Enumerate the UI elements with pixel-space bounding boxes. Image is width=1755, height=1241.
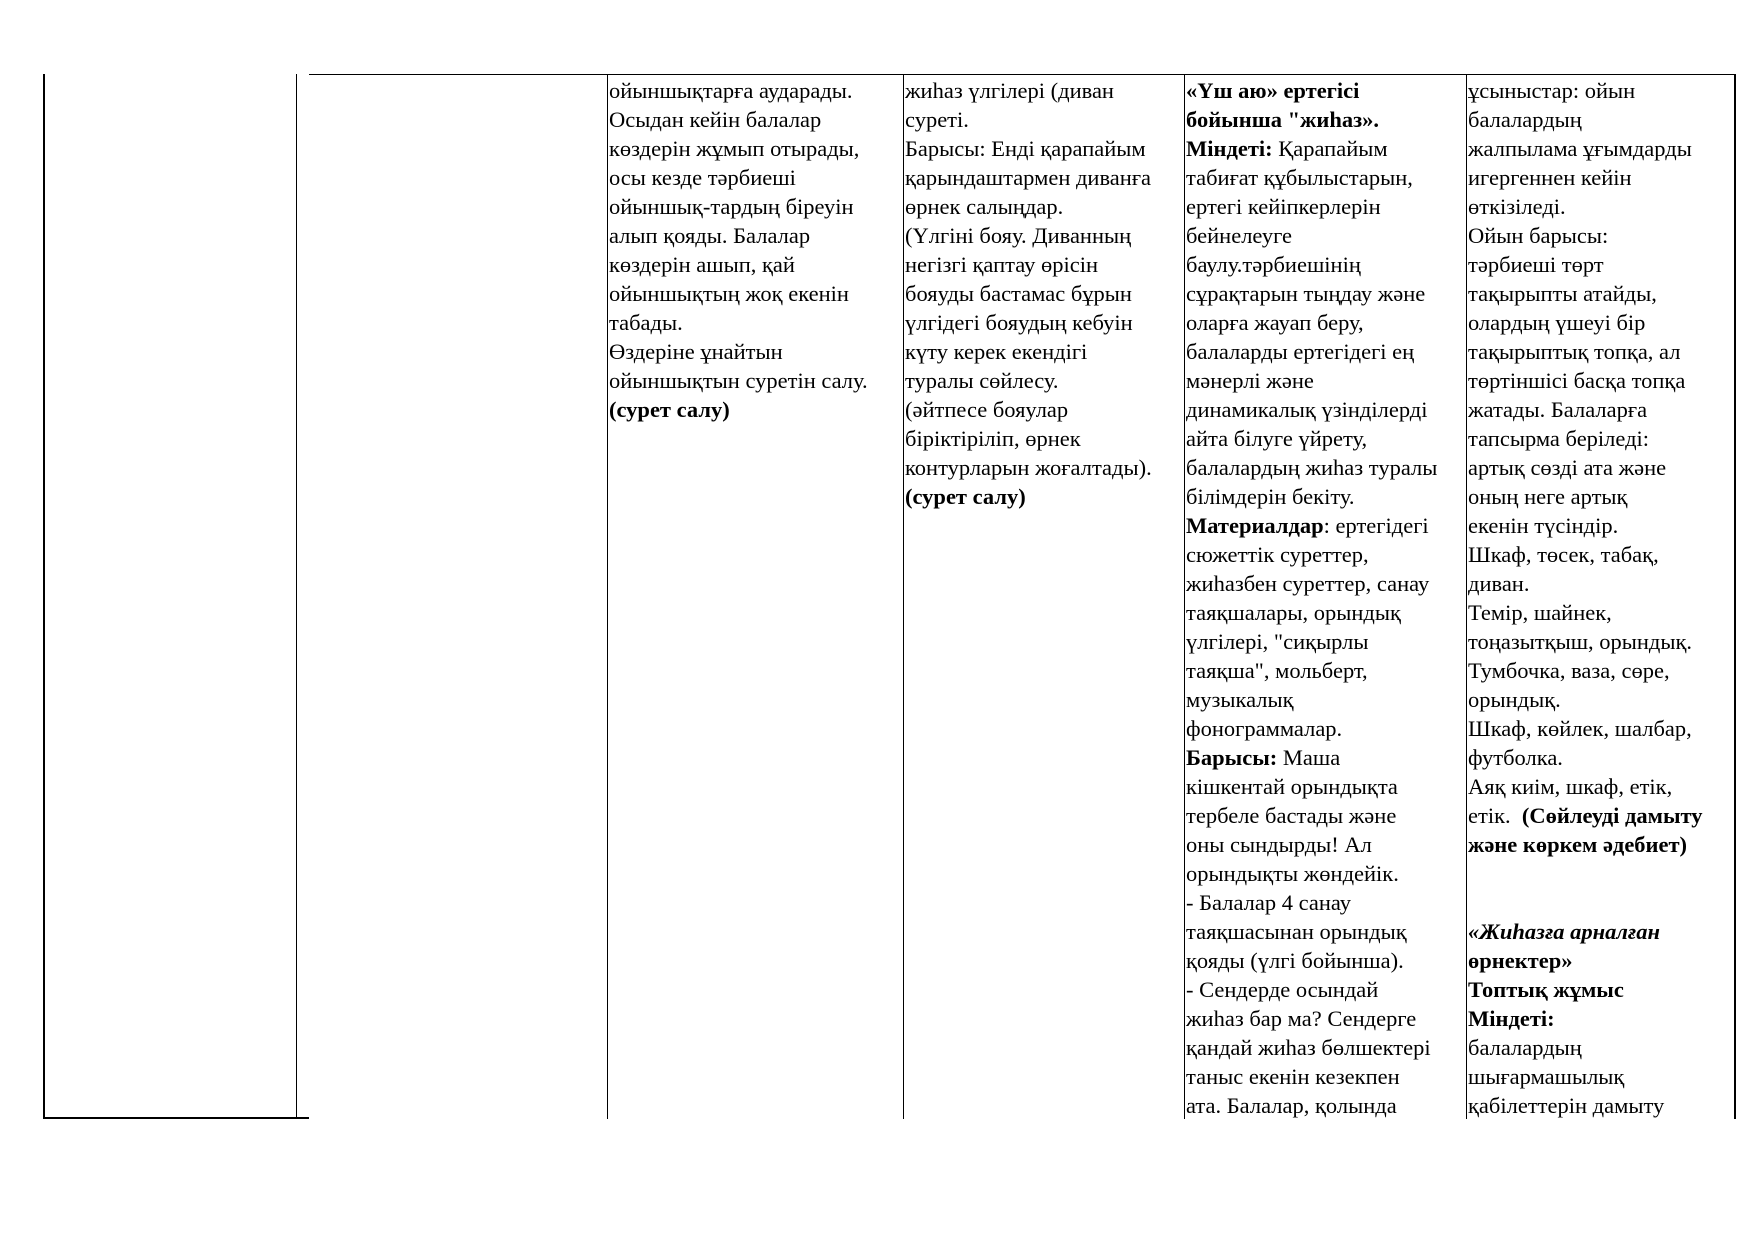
cell-text-line: сұрақтарын тыңдау және [1186, 281, 1426, 306]
cell-text-line: қояды (үлгі бойынша). [1186, 948, 1404, 973]
cell-text-line: сюжеттік суреттер, [1186, 542, 1369, 567]
cell-text-line: тақырыпты атайды, [1468, 281, 1657, 306]
column-divider-2 [607, 74, 608, 1119]
cell-text-line: тапсырма беріледі: [1468, 426, 1650, 451]
cell-text-line: ойыншықтын суретін салу. [609, 368, 868, 393]
cell-text-line: Шкаф, көйлек, шалбар, [1468, 716, 1692, 741]
cell-text-line: тәрбиеші төрт [1468, 252, 1604, 277]
cell-text-line: бояуды бастамас бұрын [905, 281, 1132, 306]
cell-text-line: біріктіріліп, өрнек [905, 426, 1081, 451]
cell-text-line: көздерін ашып, қай [609, 252, 795, 277]
materials-label: Материалдар [1186, 513, 1324, 538]
goal-line [1186, 134, 1465, 163]
cell-text: етік. [1468, 803, 1511, 828]
cell-text-line: алып қояды. Балалар [609, 223, 811, 248]
cell-text-line: балаларды ертегідегі ең [1186, 339, 1415, 364]
cell-text-line: бейнелеуге [1186, 223, 1293, 248]
cell-text-line: табады. [609, 310, 683, 335]
cell-text-line: - Балалар 4 санау [1186, 890, 1351, 915]
activity-label: (сурет салу) [905, 484, 1026, 509]
topic-title-line: өрнектер» [1468, 948, 1573, 973]
cell-text-line: күту керек екендігі [905, 339, 1088, 364]
cell-text-line: үлгідегі бояудың кебуін [905, 310, 1133, 335]
cell-text-line: кішкентай орындықта [1186, 774, 1398, 799]
cell-text-line: оны сындырды! Ал [1186, 832, 1372, 857]
cell-text-line: негізгі қаптау өрісін [905, 252, 1099, 277]
cell-text-line: өткізіледі. [1468, 194, 1566, 219]
cell-text-line: қабілеттерін дамыту [1468, 1093, 1665, 1118]
cell-text-line: балалардың [1468, 1035, 1582, 1060]
cell-text-line: фонограммалар. [1186, 716, 1343, 741]
cell-text-line: ойыншықтың жоқ екенін [609, 281, 849, 306]
cell-text-line: баулу.тәрбиешінің [1186, 252, 1361, 277]
materials-line [1186, 511, 1465, 540]
left-border-line [43, 74, 45, 1119]
cell-text-line: табиғат құбылыстарын, [1186, 165, 1413, 190]
cell-text-line: мәнерлі және [1186, 368, 1314, 393]
column-divider-4 [1184, 74, 1185, 1119]
cell-text-line: тақырыптық топқа, ал [1468, 339, 1681, 364]
cell-text-line: Тумбочка, ваза, сөре, [1468, 658, 1670, 683]
cell-text-line: (Үлгіні бояу. Диванның [905, 223, 1132, 248]
cell-text-line: Темір, шайнек, [1468, 600, 1612, 625]
cell-text-line: жиһаз бар ма? Сендерге [1186, 1006, 1417, 1031]
cell-text-line: ертегі кейіпкерлерін [1186, 194, 1381, 219]
goal-label: Міндеті: [1186, 136, 1273, 161]
goal-text: Қарапайым [1272, 136, 1388, 161]
cell-text-line: ойыншық-тардың біреуін [609, 194, 854, 219]
group-work-label: Топтық жұмыс [1468, 977, 1624, 1002]
cell-text-line: айта білуге үйрету, [1186, 426, 1368, 451]
cell-text-line: үлгілері, "сиқырлы [1186, 629, 1369, 654]
cell-text-line: қандай жиһаз бөлшектері [1186, 1035, 1431, 1060]
cell-text-line: Өздеріне ұнайтын [609, 339, 783, 364]
goal-label: Міндеті: [1468, 1006, 1555, 1031]
column-divider-3 [903, 74, 904, 1119]
cell-text-line: - Сендерде осындай [1186, 977, 1379, 1002]
cell-text-line: суреті. [905, 107, 969, 132]
right-border-line [1734, 74, 1736, 1119]
blank-line [1468, 888, 1733, 917]
cell-text-line: өрнек салыңдар. [905, 194, 1064, 219]
activity-label: (Сөйлеуді дамыту [1521, 803, 1703, 828]
cell-text-line: динамикалық үзінділерді [1186, 397, 1428, 422]
cell-text-line: тоңазытқыш, орындық. [1468, 629, 1693, 654]
column-divider-1 [296, 74, 297, 1119]
topic-title-line: «Үш аю» ертегісі [1186, 78, 1360, 103]
cell-text-line: таяқшасынан орындық [1186, 919, 1407, 944]
table-cell-col5 [1186, 76, 1465, 1120]
table-cell-col6 [1468, 76, 1733, 1120]
activity-label: және көркем әдебиет) [1468, 832, 1688, 857]
cell-text-line: оларға жауап беру, [1186, 310, 1364, 335]
column-divider-5 [1466, 74, 1467, 1119]
cell-text-line: орындықты жөндейік. [1186, 861, 1399, 886]
cell-text-line: жалпылама ұғымдарды [1468, 136, 1692, 161]
cell-text-line: ойыншықтарға аударады. [609, 78, 853, 103]
process-text: Маша [1277, 745, 1341, 770]
cell-text-line: Осыдан кейін балалар [609, 107, 822, 132]
cell-text-line: футболка. [1468, 745, 1563, 770]
topic-title-line: «Жиһазға арналған [1468, 919, 1660, 944]
process-line [1186, 743, 1465, 772]
cell-text-line: шығармашылық [1468, 1064, 1625, 1089]
table-cell-col4 [905, 76, 1183, 511]
top-border-line [309, 74, 1736, 75]
blank-line [1468, 859, 1733, 888]
cell-text-line: музыкалық [1186, 687, 1294, 712]
cell-text-line: қарындаштармен диванға [905, 165, 1152, 190]
topic-title-line: бойынша "жиһаз». [1186, 107, 1380, 132]
bottom-border-line [43, 1117, 309, 1119]
cell-text-line: балалардың [1468, 107, 1582, 132]
cell-text-line: ата. Балалар, қолында [1186, 1093, 1397, 1118]
cell-text-line: Шкаф, төсек, табақ, [1468, 542, 1659, 567]
cell-text-line: таяқша", мольберт, [1186, 658, 1368, 683]
cell-text-line: оның неге артық [1468, 484, 1628, 509]
cell-text-line: төртіншісі басқа топқа [1468, 368, 1686, 393]
cell-text-line: балалардың жиһаз туралы [1186, 455, 1438, 480]
cell-text-line: таныс екенін кезекпен [1186, 1064, 1400, 1089]
cell-text-line: осы кезде тәрбиеші [609, 165, 796, 190]
materials-text: : ертегідегі [1323, 513, 1429, 538]
cell-text-line: Ойын барысы: [1468, 223, 1609, 248]
cell-text-line: Аяқ киім, шкаф, етік, [1468, 774, 1673, 799]
activity-line [1468, 801, 1733, 830]
cell-text-line: олардың үшеуі бір [1468, 310, 1646, 335]
cell-text-line: игергеннен кейін [1468, 165, 1632, 190]
table-cell-col3 [609, 76, 901, 424]
cell-text-line: диван. [1468, 571, 1530, 596]
cell-text-line: туралы сөйлесу. [905, 368, 1059, 393]
cell-text-line: білімдерін бекіту. [1186, 484, 1355, 509]
cell-text-line: жиһаз үлгілері (диван [905, 78, 1114, 103]
cell-text-line: артық сөзді ата және [1468, 455, 1667, 480]
cell-text-line: тербеле бастады және [1186, 803, 1397, 828]
process-label: Барысы: [1186, 745, 1278, 770]
cell-text-line: жатады. Балаларға [1468, 397, 1648, 422]
cell-text-line: Барысы: Енді қарапайым [905, 136, 1146, 161]
cell-text-line: контурларын жоғалтады). [905, 455, 1152, 480]
cell-text-line: жиһазбен суреттер, санау [1186, 571, 1430, 596]
cell-text-line: (әйтпесе бояулар [905, 397, 1069, 422]
activity-label: (сурет салу) [609, 397, 730, 422]
cell-text-line: орындық. [1468, 687, 1561, 712]
cell-text-line: таяқшалары, орындық [1186, 600, 1401, 625]
cell-text-line: көздерін жұмып отырады, [609, 136, 860, 161]
cell-text-line: ұсыныстар: ойын [1468, 78, 1636, 103]
cell-text-line: екенін түсіндір. [1468, 513, 1619, 538]
